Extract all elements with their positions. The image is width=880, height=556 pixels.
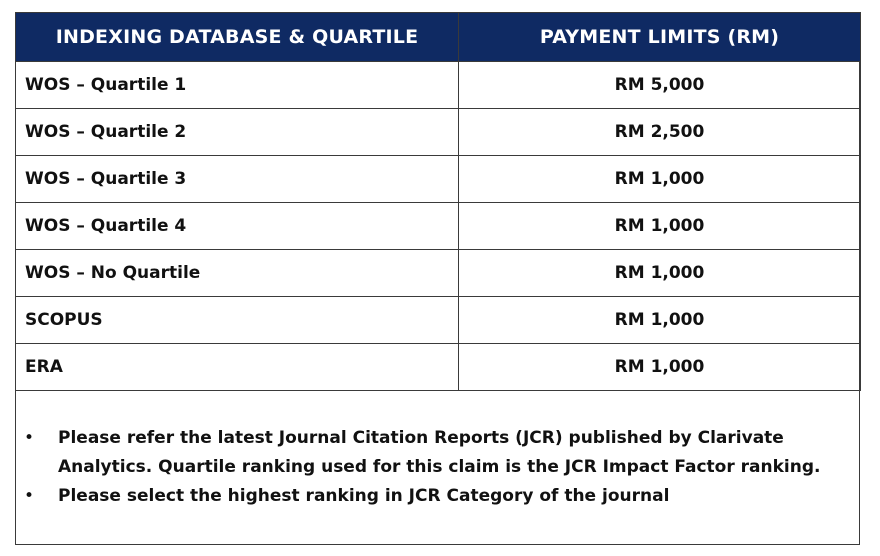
- limit-cell: RM 2,500: [459, 109, 861, 156]
- notes-list: [24, 424, 844, 511]
- table-row: [16, 109, 861, 156]
- database-cell: WOS – Quartile 4: [16, 203, 459, 250]
- limit-cell: RM 1,000: [459, 344, 861, 391]
- table-row: [16, 250, 861, 297]
- header-payment-limits: PAYMENT LIMITS (RM): [459, 13, 861, 62]
- table-row: [16, 297, 861, 344]
- note-item: [24, 482, 844, 511]
- note-text: Please refer the latest Journal Citation Reports (JCR) published by Clarivate Analytics. Quartile ranking used for this claim is the JCR Impact Factor ranking.: [58, 428, 821, 477]
- note-item: [24, 424, 844, 482]
- payment-limits-table: [15, 12, 861, 391]
- limit-cell: RM 5,000: [459, 62, 861, 109]
- database-cell: WOS – Quartile 3: [16, 156, 459, 203]
- limit-cell: RM 1,000: [459, 297, 861, 344]
- table-row: [16, 62, 861, 109]
- limit-cell: RM 1,000: [459, 156, 861, 203]
- limit-cell: RM 1,000: [459, 203, 861, 250]
- note-text: Please select the highest ranking in JCR Category of the journal: [58, 486, 670, 506]
- bullet-icon: •: [24, 428, 35, 448]
- limit-cell: RM 1,000: [459, 250, 861, 297]
- header-indexing-database: INDEXING DATABASE & QUARTILE: [16, 13, 459, 62]
- table-header-row: [16, 13, 861, 62]
- bullet-icon: •: [24, 486, 35, 506]
- table-row: [16, 203, 861, 250]
- database-cell: WOS – Quartile 2: [16, 109, 459, 156]
- database-cell: WOS – No Quartile: [16, 250, 459, 297]
- database-cell: SCOPUS: [16, 297, 459, 344]
- table-row: [16, 156, 861, 203]
- database-cell: ERA: [16, 344, 459, 391]
- table-row: [16, 344, 861, 391]
- database-cell: WOS – Quartile 1: [16, 62, 459, 109]
